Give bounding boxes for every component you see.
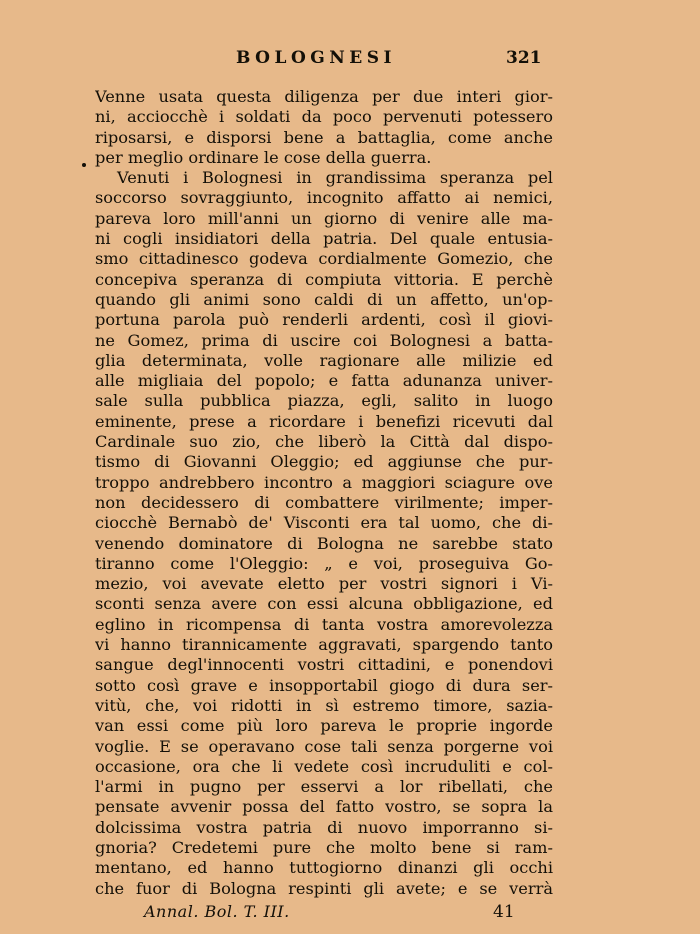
text-line: venendo dominatore di Bologna ne sarebbe stato: [95, 533, 553, 553]
text-line: che fuor di Bologna respinti gli avete; e se verrà: [95, 878, 553, 898]
text-line: sangue degl'innocenti vostri cittadini, e ponendovi: [95, 655, 553, 675]
printer-signature: Annal. Bol. T. III.: [144, 902, 290, 921]
text-line: glia determinata, volle ragionare alle milizie ed: [95, 350, 553, 370]
text-line: Venne usata questa diligenza per due interi gior-: [95, 87, 553, 106]
text-line: vi hanno tirannicamente aggravati, spargendo tanto: [95, 635, 553, 655]
signature-mark: 41: [493, 902, 515, 922]
text-line: eminente, prese a ricordare i benefizi ricevuti dal: [95, 411, 553, 431]
text-line: ne Gomez, prima di uscire coi Bolognesi a batta-: [95, 330, 553, 350]
text-line: soccorso sovraggiunto, incognito affatto ai nemici,: [95, 188, 553, 208]
text-line: ciocchè Bernabò de' Visconti era tal uomo, che di-: [95, 513, 553, 533]
text-line: mezio, voi avevate eletto per vostri signori i Vi-: [95, 574, 553, 594]
text-line: troppo andrebbero incontro a maggiori sciagure ove: [95, 472, 553, 492]
text-line: tiranno come l'Oleggio: „ e voi, proseguiva Go-: [95, 553, 553, 573]
text-line: per meglio ordinare le cose della guerra.: [95, 147, 432, 167]
text-line: quando gli animi sono caldi di un affetto, un'op-: [95, 289, 553, 309]
text-line: mentano, ed hanno tuttogiorno dinanzi gli occhi: [95, 858, 553, 878]
text-line: l'armi in pugno per esservi a lor ribellati, che: [95, 777, 553, 797]
text-line: sconti senza avere con essi alcuna obbligazione, ed: [95, 594, 553, 614]
text-line: riposarsi, e disporsi bene a battaglia, come anche: [95, 127, 553, 147]
text-line: sotto così grave e insopportabil giogo di dura ser-: [95, 675, 553, 695]
text-line: eglino in ricompensa di tanta vostra amorevolezza: [95, 614, 553, 634]
text-line: dolcissima vostra patria di nuovo imporranno si-: [95, 817, 553, 837]
text-line: alle migliaia del popolo; e fatta adunanza univer-: [95, 371, 553, 391]
text-line: ni cogli insidiatori della patria. Del quale entusia-: [95, 229, 553, 249]
text-line: occasione, ora che li vedete così incruduliti e col-: [95, 756, 553, 776]
text-line: Cardinale suo zio, che liberò la Città dal dispo-: [95, 432, 553, 452]
page-number: 321: [506, 48, 542, 68]
text-line: van essi come più loro pareva le proprie ingorde: [95, 716, 553, 736]
text-line: voglie. E se operavano cose tali senza porgerne voi: [95, 736, 553, 756]
text-line: ni, acciocchè i soldati da poco pervenuti potessero: [95, 107, 553, 127]
text-line: tismo di Giovanni Oleggio; ed aggiunse che pur-: [95, 452, 553, 472]
text-line: pareva loro mill'anni un giorno di venire alle ma-: [95, 208, 553, 228]
running-title: BOLOGNESI: [236, 48, 396, 68]
text-line: pensate avvenir possa del fatto vostro, se sopra la: [95, 797, 553, 817]
text-line: portuna parola può renderli ardenti, così il giovi-: [95, 310, 553, 330]
body-text: [95, 87, 553, 899]
text-line: Venuti i Bolognesi in grandissima speranza pel: [117, 168, 553, 188]
margin-mark: [82, 163, 86, 167]
text-line: smo cittadinesco godeva cordialmente Gomezio, che: [95, 249, 553, 269]
text-line: concepiva speranza di compiuta vittoria. E perchè: [95, 269, 553, 289]
text-line: sale sulla pubblica piazza, egli, salito in luogo: [95, 391, 553, 411]
text-line: non decidessero di combattere virilmente; imper-: [95, 492, 553, 512]
text-line: gnoria? Credetemi pure che molto bene si ram-: [95, 837, 553, 857]
text-line: vitù, che, voi ridotti in sì estremo timore, sazia-: [95, 695, 553, 715]
